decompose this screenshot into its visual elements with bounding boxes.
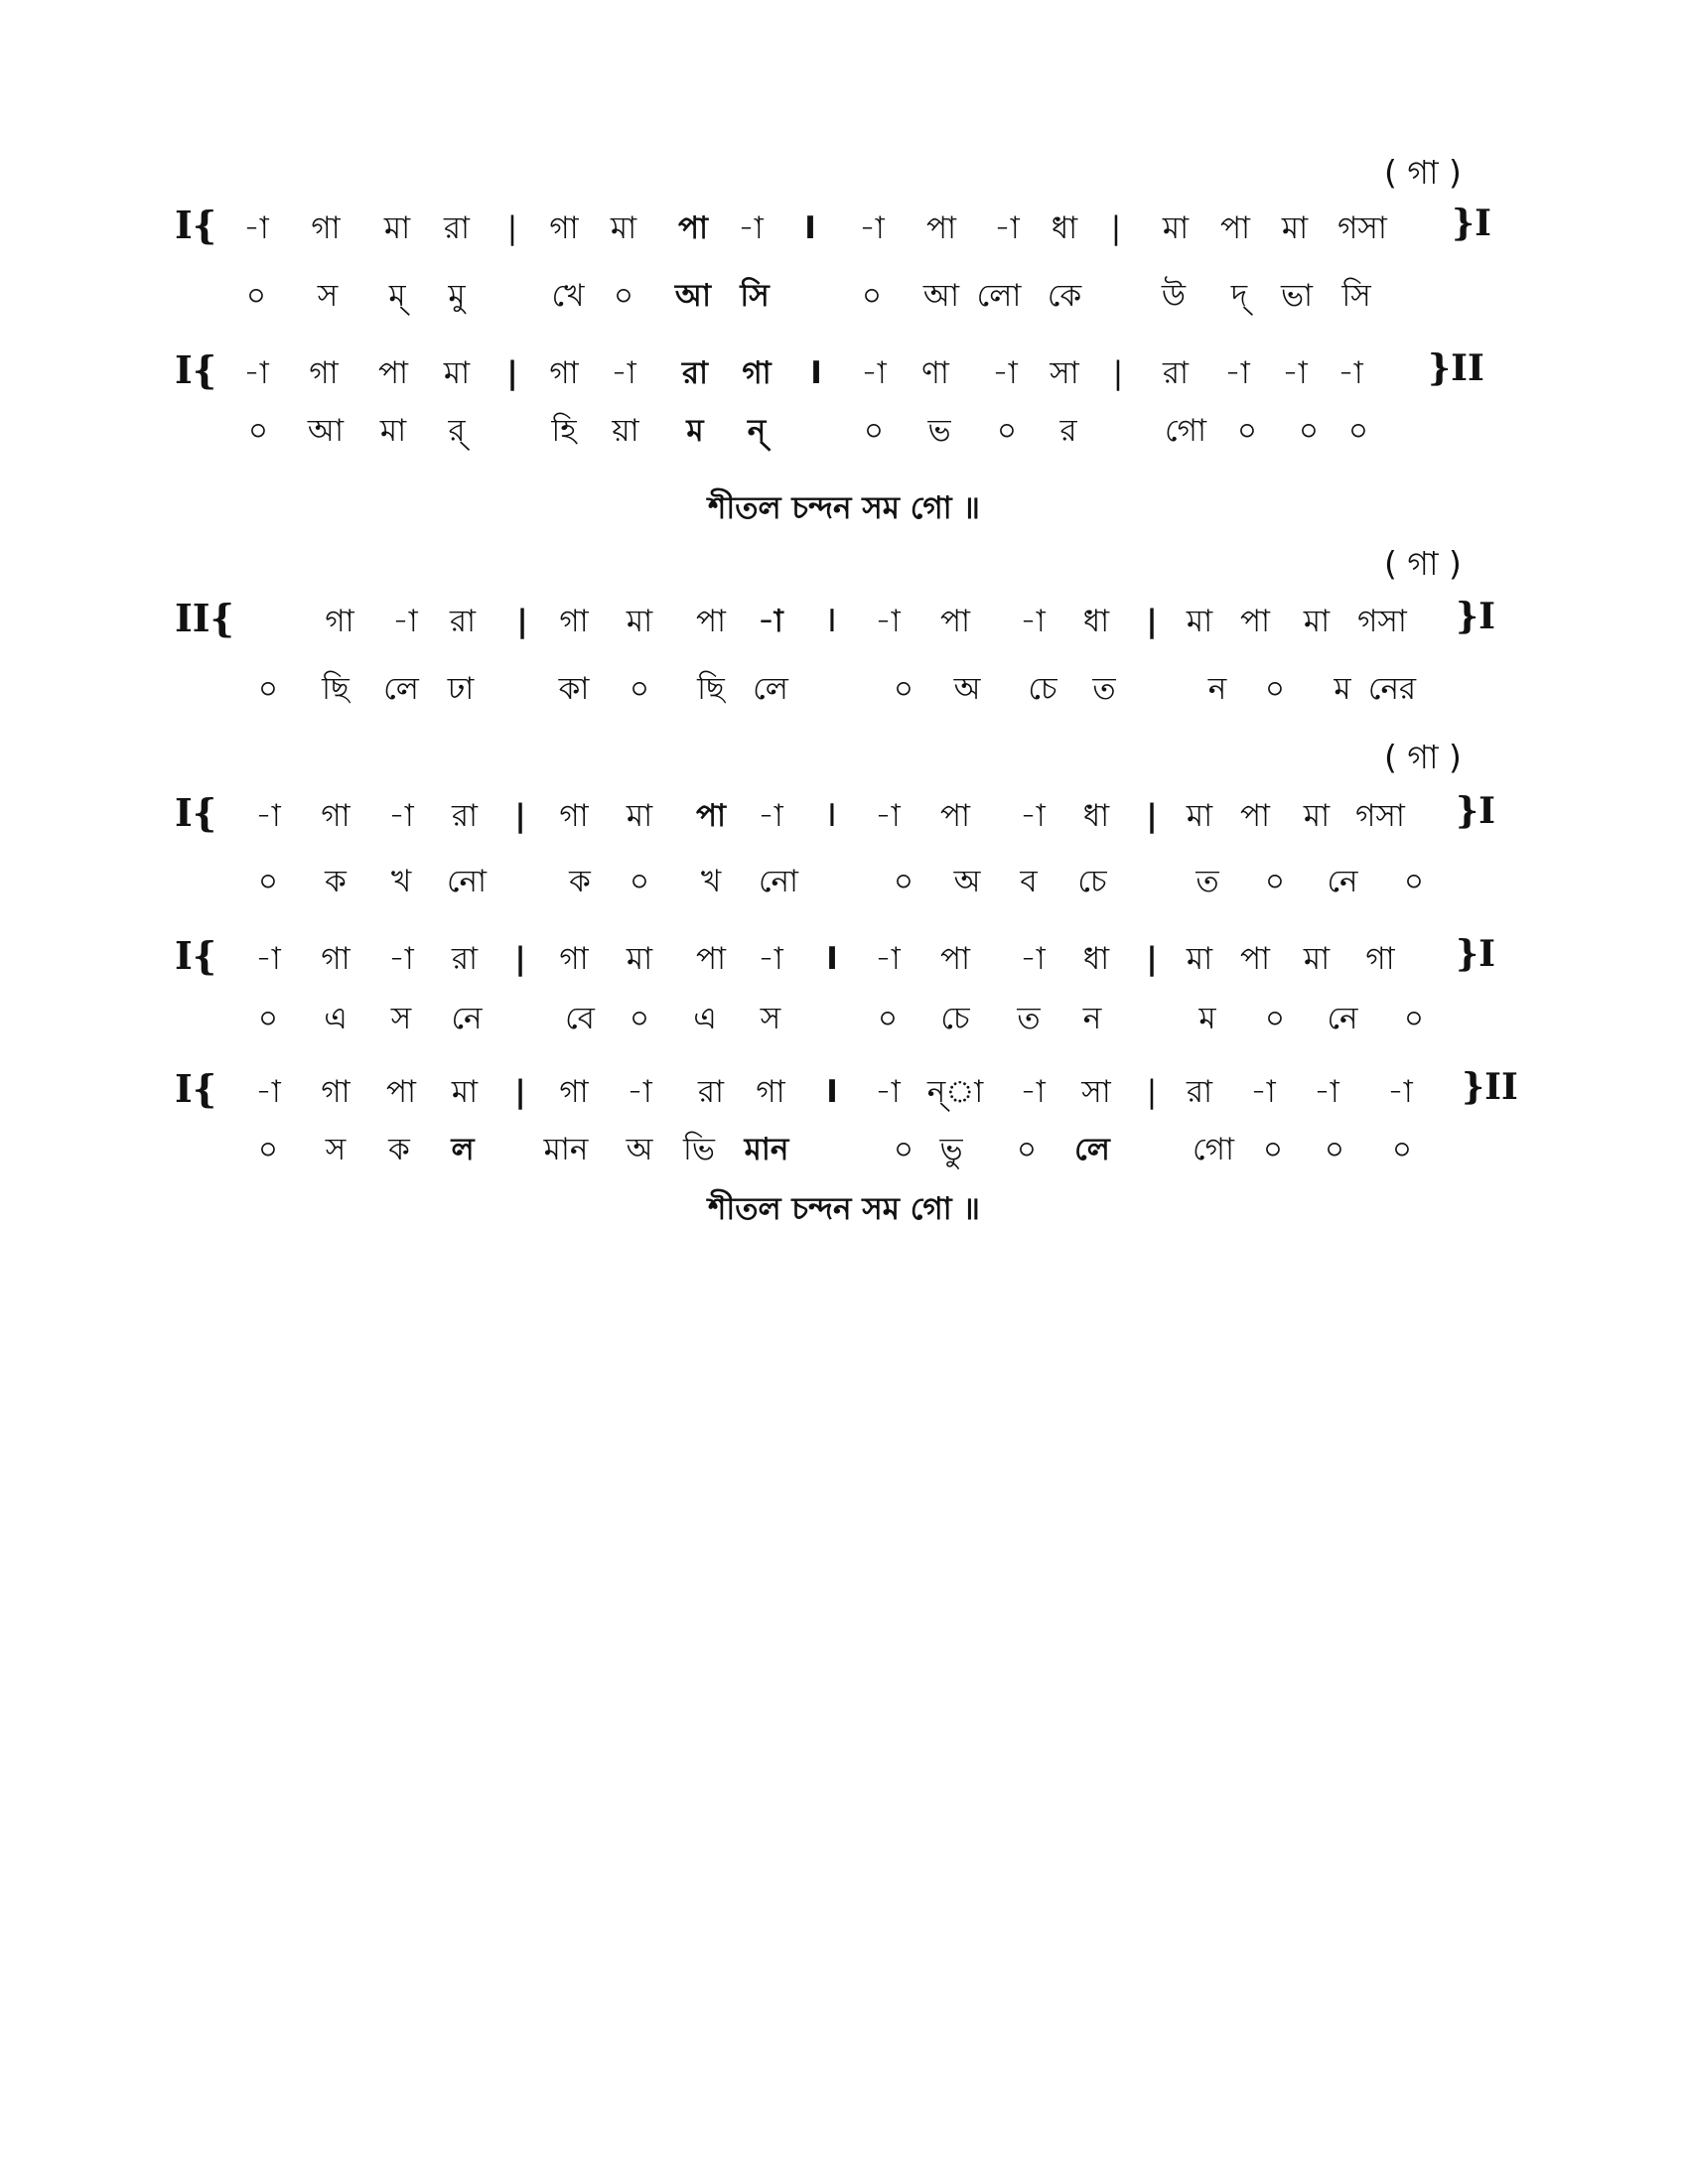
note: গা xyxy=(549,355,579,391)
note: পা xyxy=(1239,941,1271,977)
note: পা xyxy=(939,798,971,834)
refrain-line: শীতল চন্দন সম গো ॥ xyxy=(708,1191,980,1227)
bar-separator: | xyxy=(514,941,526,977)
lyric-syllable: খ xyxy=(390,864,412,899)
lyric-syllable: অ xyxy=(953,864,981,899)
lyric-syllable: লো xyxy=(976,278,1022,314)
section-3-line-2-notes xyxy=(0,933,1688,987)
section-1-label: ( গা ) xyxy=(1384,153,1462,192)
bar-separator: | xyxy=(1146,941,1158,977)
note: -া xyxy=(758,604,783,639)
bar-separator: | xyxy=(1146,1074,1158,1110)
lyric-syllable: লে xyxy=(383,671,419,707)
line-close-mark: }II xyxy=(1428,347,1484,389)
lyric-syllable: গো xyxy=(1193,1132,1234,1167)
lyric-syllable: এ xyxy=(324,1001,348,1036)
lyric-syllable: ০ xyxy=(1403,1001,1425,1036)
note: -া xyxy=(388,941,414,977)
lyric-syllable: খে xyxy=(551,278,585,314)
lyric-syllable: নে xyxy=(1327,1001,1358,1036)
note: -া xyxy=(1337,355,1363,391)
lyric-syllable: নের xyxy=(1367,671,1417,707)
lyric-syllable: খ xyxy=(700,864,722,899)
line-open-mark: I{ xyxy=(175,203,217,247)
lyric-syllable: ০ xyxy=(861,278,883,314)
note: -া xyxy=(392,604,418,639)
lyric-syllable: ম xyxy=(1198,1001,1216,1036)
lyric-syllable: লে xyxy=(1074,1132,1110,1167)
note: গা xyxy=(559,941,589,977)
lyric-syllable: ছি xyxy=(697,671,725,707)
lyric-syllable: স xyxy=(390,1001,412,1036)
lyric-syllable: ব xyxy=(1020,864,1038,899)
note: গা xyxy=(311,210,341,246)
note: মা xyxy=(1281,210,1309,246)
note: -া xyxy=(1387,1074,1413,1110)
section-3-line-3-notes xyxy=(0,1066,1688,1120)
line-close-mark: }I xyxy=(1452,203,1491,244)
note: সা xyxy=(1081,1074,1111,1110)
lyric-syllable: ন্ xyxy=(747,413,767,449)
line-open-mark: I{ xyxy=(175,790,217,835)
line-open-mark: I{ xyxy=(175,933,217,978)
lyric-syllable: ০ xyxy=(996,413,1018,449)
lyric-syllable: ঢা xyxy=(447,671,475,707)
note: -া xyxy=(859,210,885,246)
section-1-line-2-notes xyxy=(0,347,1688,401)
bar-separator: I xyxy=(826,1074,838,1110)
line-close-mark: }I xyxy=(1456,596,1495,637)
bar-separator: | xyxy=(516,604,528,639)
note: পা xyxy=(1219,210,1251,246)
note: মা xyxy=(443,355,471,391)
lyric-syllable: গো xyxy=(1165,413,1206,449)
lyric-syllable: উ xyxy=(1161,278,1187,314)
bar-separator: | xyxy=(1146,798,1158,834)
note: -া xyxy=(994,210,1020,246)
section-2-line-1-notes xyxy=(0,596,1688,649)
lyric-syllable: ০ xyxy=(877,1001,899,1036)
note: পা xyxy=(677,210,709,246)
note: -া xyxy=(1224,355,1250,391)
note: গা xyxy=(309,355,339,391)
lyric-syllable: ০ xyxy=(1262,1132,1284,1167)
note: মা xyxy=(1303,604,1331,639)
lyric-syllable: ম xyxy=(1334,671,1351,707)
note: গা xyxy=(325,604,354,639)
note: রা xyxy=(451,941,479,977)
note: -া xyxy=(758,798,783,834)
note: মা xyxy=(610,210,637,246)
note: পা xyxy=(925,210,957,246)
lyric-syllable: ০ xyxy=(1016,1132,1038,1167)
section-2-line-1-lyrics xyxy=(0,667,1688,717)
note: মা xyxy=(1303,798,1331,834)
lyric-syllable: চে xyxy=(1077,864,1107,899)
note: রা xyxy=(1186,1074,1213,1110)
note: মা xyxy=(1186,941,1213,977)
section-3-line-3-lyrics xyxy=(0,1128,1688,1177)
lyric-syllable: স xyxy=(317,278,339,314)
note: রা xyxy=(697,1074,725,1110)
lyric-syllable: আ xyxy=(922,278,960,314)
lyric-syllable: ত xyxy=(1092,671,1116,707)
note: পা xyxy=(1239,604,1271,639)
note: সা xyxy=(1050,355,1079,391)
lyric-syllable: দ্ xyxy=(1230,278,1248,314)
note: ধা xyxy=(1051,210,1078,246)
lyric-syllable: চে xyxy=(1028,671,1057,707)
lyric-syllable: ০ xyxy=(893,671,914,707)
refrain-line: শীতল চন্দন সম গো ॥ xyxy=(708,490,980,526)
lyric-syllable: ০ xyxy=(1403,864,1425,899)
lyric-syllable: ০ xyxy=(1264,671,1286,707)
note: -া xyxy=(627,1074,652,1110)
note: ধা xyxy=(1082,604,1110,639)
lyric-syllable: ০ xyxy=(1236,413,1258,449)
lyric-syllable: ০ xyxy=(245,278,267,314)
lyric-syllable: ভু xyxy=(939,1132,963,1167)
lyric-syllable: ত xyxy=(1017,1001,1041,1036)
lyric-syllable: নে xyxy=(451,1001,483,1036)
lyric-syllable: ০ xyxy=(629,864,650,899)
note: গা xyxy=(742,355,772,391)
lyric-syllable: আ xyxy=(674,278,712,314)
lyric-syllable: ০ xyxy=(893,864,914,899)
note: -া xyxy=(875,941,901,977)
lyric-syllable: ন xyxy=(1207,671,1227,707)
lyric-syllable: স xyxy=(760,1001,781,1036)
note: গা xyxy=(321,941,351,977)
lyric-syllable: অ xyxy=(626,1132,653,1167)
note: গা xyxy=(549,210,579,246)
lyric-syllable: সি xyxy=(740,278,770,314)
note: মা xyxy=(1186,604,1213,639)
line-open-mark: II{ xyxy=(175,596,234,640)
lyric-syllable: ত xyxy=(1196,864,1219,899)
note: -া xyxy=(758,941,783,977)
lyric-syllable: নো xyxy=(758,864,799,899)
note: গা xyxy=(559,1074,589,1110)
lyric-syllable: ০ xyxy=(257,1001,279,1036)
lyric-syllable: য়া xyxy=(612,413,639,449)
section-1-line-2-lyrics xyxy=(0,409,1688,459)
note: গসা xyxy=(1357,604,1407,639)
lyric-syllable: মা xyxy=(379,413,407,449)
note: -া xyxy=(992,355,1018,391)
lyric-syllable: কা xyxy=(558,671,590,707)
bar-separator: I xyxy=(826,941,838,977)
note: ধা xyxy=(1082,941,1110,977)
lyric-syllable: ০ xyxy=(613,278,634,314)
note: -া xyxy=(861,355,887,391)
section-3-label: ( গা ) xyxy=(1384,738,1462,776)
note: পা xyxy=(695,941,727,977)
note: -া xyxy=(611,355,636,391)
lyric-syllable: অ xyxy=(953,671,981,707)
lyric-syllable: চে xyxy=(940,1001,970,1036)
note: মা xyxy=(626,798,653,834)
note: -া xyxy=(1020,604,1046,639)
note: ন্া xyxy=(926,1074,984,1110)
note: গা xyxy=(321,798,351,834)
note: গা xyxy=(756,1074,785,1110)
section-2-label: ( গা ) xyxy=(1384,544,1462,583)
lyric-syllable: ক xyxy=(569,864,591,899)
lyric-syllable: ভি xyxy=(683,1132,715,1167)
lyric-syllable: ০ xyxy=(863,413,885,449)
note: -া xyxy=(1250,1074,1276,1110)
bar-separator: | xyxy=(506,355,518,391)
note: মা xyxy=(626,941,653,977)
line-open-mark: I{ xyxy=(175,347,217,392)
lyric-syllable: মান xyxy=(744,1132,789,1167)
note: পা xyxy=(695,604,727,639)
line-close-mark: }I xyxy=(1456,790,1495,832)
note: গা xyxy=(559,604,589,639)
note: পা xyxy=(1239,798,1271,834)
bar-separator: | xyxy=(514,798,526,834)
line-close-mark: }II xyxy=(1462,1066,1518,1108)
lyric-syllable: সি xyxy=(1341,278,1371,314)
section-1-line-1-notes xyxy=(0,203,1688,256)
note: -া xyxy=(255,941,281,977)
lyric-syllable: ক xyxy=(388,1132,410,1167)
lyric-syllable: ০ xyxy=(247,413,269,449)
lyric-syllable: ০ xyxy=(257,671,279,707)
note: পা xyxy=(377,355,409,391)
lyric-syllable: ছি xyxy=(322,671,350,707)
bar-separator: I xyxy=(810,355,822,391)
note: -া xyxy=(1314,1074,1339,1110)
lyric-syllable: কে xyxy=(1047,278,1082,314)
lyric-syllable: লে xyxy=(753,671,788,707)
section-3-line-1-lyrics xyxy=(0,860,1688,909)
note: মা xyxy=(383,210,411,246)
lyric-syllable: হি xyxy=(551,413,577,449)
note: মা xyxy=(1162,210,1190,246)
lyric-syllable: ০ xyxy=(1347,413,1369,449)
lyric-syllable: ০ xyxy=(257,1132,279,1167)
bar-separator: I xyxy=(827,798,837,834)
lyric-syllable: ০ xyxy=(1264,1001,1286,1036)
note: রা xyxy=(681,355,709,391)
note: -া xyxy=(243,355,269,391)
note: -া xyxy=(255,798,281,834)
note: -া xyxy=(1020,798,1046,834)
bar-separator: I xyxy=(827,604,837,639)
lyric-syllable: ০ xyxy=(1298,413,1320,449)
lyric-syllable: বে xyxy=(565,1001,595,1036)
lyric-syllable: নো xyxy=(446,864,488,899)
note: পা xyxy=(939,604,971,639)
lyric-syllable: আ xyxy=(307,413,345,449)
note: গসা xyxy=(1355,798,1405,834)
lyric-syllable: ল xyxy=(451,1132,475,1167)
note: -া xyxy=(875,798,901,834)
note: গা xyxy=(321,1074,351,1110)
lyric-syllable: ০ xyxy=(1391,1132,1413,1167)
bar-separator: | xyxy=(1110,210,1122,246)
section-1-line-1-lyrics xyxy=(0,274,1688,324)
lyric-syllable: ভা xyxy=(1280,278,1314,314)
lyric-syllable: র xyxy=(1059,413,1077,449)
note: রা xyxy=(449,604,477,639)
note: মা xyxy=(1303,941,1331,977)
bar-separator: | xyxy=(514,1074,526,1110)
lyric-syllable: র্ xyxy=(448,413,466,449)
note: -া xyxy=(1282,355,1308,391)
note: গা xyxy=(1365,941,1395,977)
note: -া xyxy=(738,210,764,246)
note: মা xyxy=(451,1074,479,1110)
lyric-syllable: ন xyxy=(1082,1001,1102,1036)
note: মা xyxy=(1186,798,1213,834)
lyric-syllable: ০ xyxy=(629,1001,650,1036)
lyric-syllable: নে xyxy=(1327,864,1358,899)
lyric-syllable: স xyxy=(325,1132,347,1167)
lyric-syllable: মু xyxy=(448,278,466,314)
lyric-syllable: ম্ xyxy=(388,278,406,314)
line-open-mark: I{ xyxy=(175,1066,217,1111)
note: পা xyxy=(385,1074,417,1110)
line-close-mark: }I xyxy=(1456,933,1495,975)
note: -া xyxy=(1020,1074,1046,1110)
bar-separator: | xyxy=(506,210,518,246)
lyric-syllable: ভ xyxy=(927,413,951,449)
note: পা xyxy=(939,941,971,977)
lyric-syllable: ম xyxy=(686,413,704,449)
note: ণা xyxy=(921,355,949,391)
note: রা xyxy=(443,210,471,246)
bar-separator: I xyxy=(804,210,816,246)
note: গসা xyxy=(1337,210,1387,246)
note: -া xyxy=(1020,941,1046,977)
lyric-syllable: ০ xyxy=(1264,864,1286,899)
note: -া xyxy=(875,1074,901,1110)
lyric-syllable: এ xyxy=(693,1001,717,1036)
lyric-syllable: ০ xyxy=(257,864,279,899)
bar-separator: | xyxy=(1112,355,1124,391)
note: -া xyxy=(243,210,269,246)
lyric-syllable: ০ xyxy=(893,1132,914,1167)
section-3-line-2-lyrics xyxy=(0,997,1688,1046)
note: -া xyxy=(255,1074,281,1110)
note: -া xyxy=(875,604,901,639)
note: গা xyxy=(559,798,589,834)
bar-separator: | xyxy=(1146,604,1158,639)
note: ধা xyxy=(1082,798,1110,834)
lyric-syllable: ক xyxy=(325,864,347,899)
lyric-syllable: মান xyxy=(543,1132,589,1167)
note: -া xyxy=(388,798,414,834)
note: রা xyxy=(1162,355,1190,391)
section-3-line-1-notes xyxy=(0,790,1688,844)
lyric-syllable: ০ xyxy=(1324,1132,1345,1167)
note: রা xyxy=(451,798,479,834)
note: পা xyxy=(695,798,727,834)
lyric-syllable: ০ xyxy=(629,671,650,707)
note: মা xyxy=(626,604,653,639)
